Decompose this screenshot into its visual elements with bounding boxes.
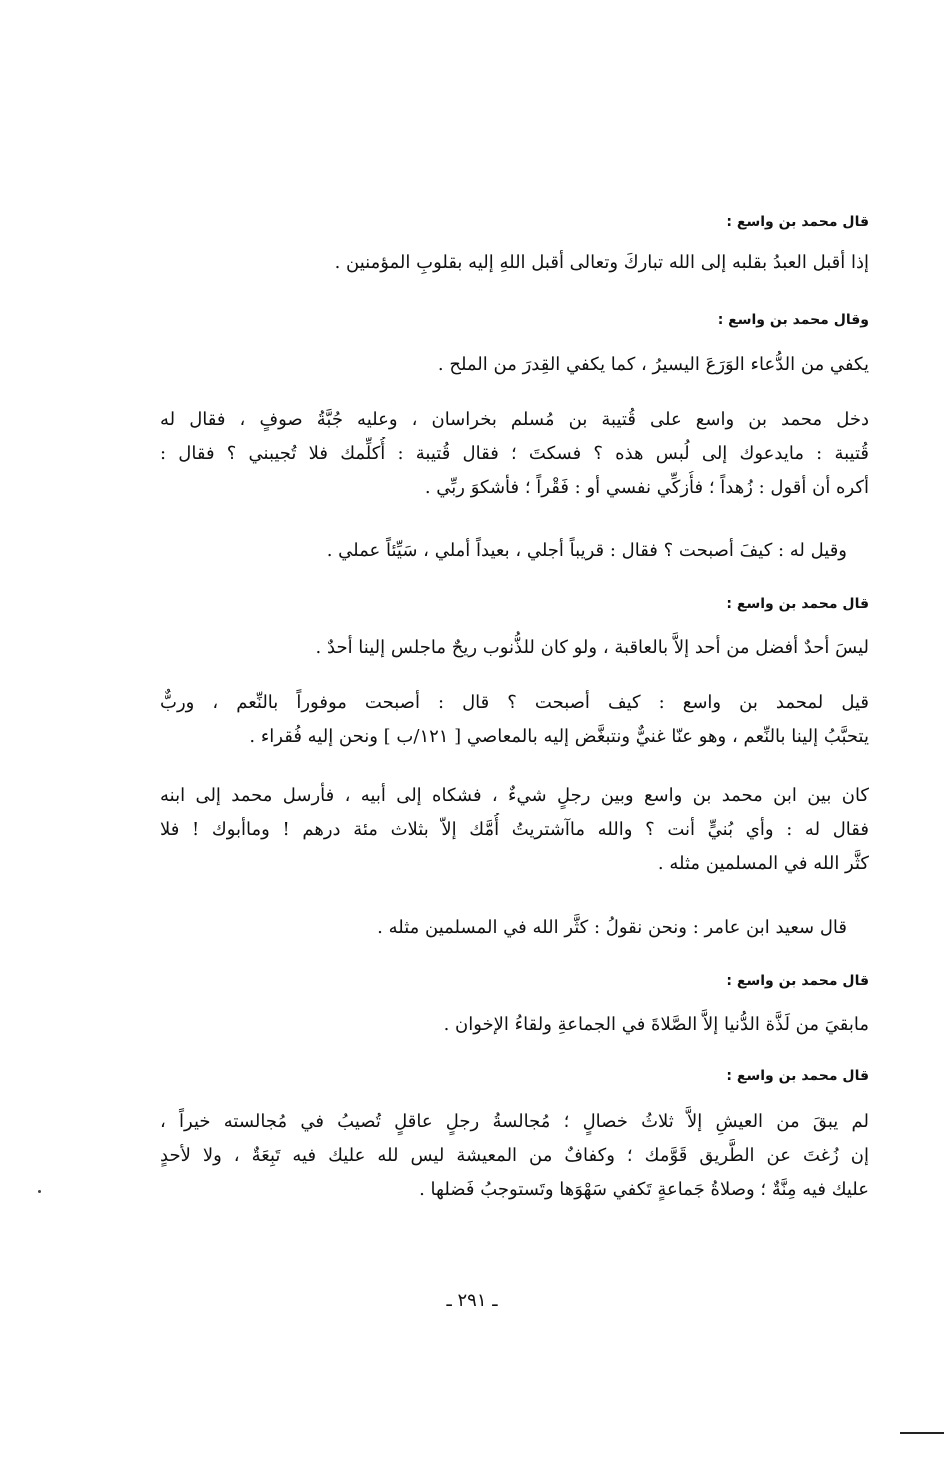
section-heading: قال محمد بن واسع : <box>726 1068 869 1084</box>
text-line: أكره أن أقول : زُهداً ؛ فأُزكِّي نفسي أو : فَقْراً ؛ فأشكوَ ربِّي . <box>424 477 869 498</box>
text-line: قيل لمحمد بن واسع : كيف أصبحت ؟ قال : أصبحت موفوراً بالنِّعم ، وربٌّ <box>160 692 869 713</box>
paragraph <box>160 686 869 754</box>
text-line: إذا أقبل العبدُ بقلبه إلى الله تباركَ وتعالى أقبل اللهِ إليه بقلوبِ المؤمنين . <box>334 252 869 273</box>
text-line: يكفي من الدُّعاء الوَرَعَ اليسيرُ ، كما يكفي القِدرَ من الملح . <box>437 354 869 375</box>
paragraph <box>160 779 869 881</box>
text-line: لم يبقَ من العيشِ إلاَّ ثلاثُ خصالٍ ؛ مُجالسةُ رجلٍ عاقلٍ تُصيبُ في مُجالسته خيراً ، <box>160 1111 869 1132</box>
paragraph <box>160 1105 869 1207</box>
text-line: كثَّر الله في المسلمين مثله . <box>657 853 869 874</box>
text-line: يتحبَّبُ إلينا بالنِّعم ، وهو عنّا غنيٌّ ونتبغَّض إليه بالمعاصي [ ١٢١/ب ] ونحن إليه فُقراء . <box>249 726 869 747</box>
page-number: ـ ٢٩١ ـ <box>446 1290 498 1311</box>
section-heading: قال محمد بن واسع : <box>726 973 869 989</box>
section-heading: قال محمد بن واسع : <box>726 214 869 230</box>
section-heading: قال محمد بن واسع : <box>726 596 869 612</box>
text-line: مابقيَ من لَذَّة الدُّنيا إلاَّ الصَّلاةَ في الجماعةِ ولقاءُ الإخوان . <box>443 1014 869 1035</box>
text-line: وقيل له : كيفَ أصبحت ؟ فقال : قريباً أجلي ، بعيداً أملي ، سَيِّئاً عملي . <box>326 540 847 561</box>
text-line: ليسَ أحدٌ أفضل من أحد إلاَّ بالعاقبة ، ولو كان للذُّنوب ريحٌ ماجلس إلينا أحدٌ . <box>315 637 869 658</box>
text-line: كان بين ابن محمد بن واسع وبين رجلٍ شيءٌ ، فشكاه إلى أبيه ، فأرسل محمد إلى ابنه <box>160 785 869 806</box>
text-line: عليك فيه مِنَّةٌ ؛ وصلاةُ جَماعةٍ تَكفي سَهْوَها وتَستوجبُ فَضلها . <box>419 1179 869 1200</box>
text-line: إن زُغتَ عن الطَّريق قَوَّمك ؛ وكفافٌ من المعيشة ليس لله عليك فيه تَبِعَةٌ ، ولا لأحدٍ <box>160 1145 869 1166</box>
section-heading: وقال محمد بن واسع : <box>717 312 869 328</box>
edge-rule <box>900 1432 944 1434</box>
text-line: فقال له : وأي بُنيٍّ أنت ؟ والله ماآشتريتُ أُمَّك إلاّ بثلاث مئة درهم ! وماأبوك ! فلا <box>160 819 869 840</box>
text-line: قُتيبة : مايدعوك إلى لُبس هذه ؟ فسكتَ ؛ فقال قُتيبة : أُكلِّمك فلا تُجيبني ؟ فقال : <box>160 443 869 464</box>
paragraph <box>160 403 869 505</box>
text-line: قال سعيد ابن عامر : ونحن نقولُ : كثَّر الله في المسلمين مثله . <box>377 917 847 938</box>
scan-speck <box>38 1190 41 1193</box>
text-line: دخل محمد بن واسع على قُتيبة بن مُسلم بخراسان ، وعليه جُبَّةُ صوفٍ ، فقال له <box>160 409 869 430</box>
